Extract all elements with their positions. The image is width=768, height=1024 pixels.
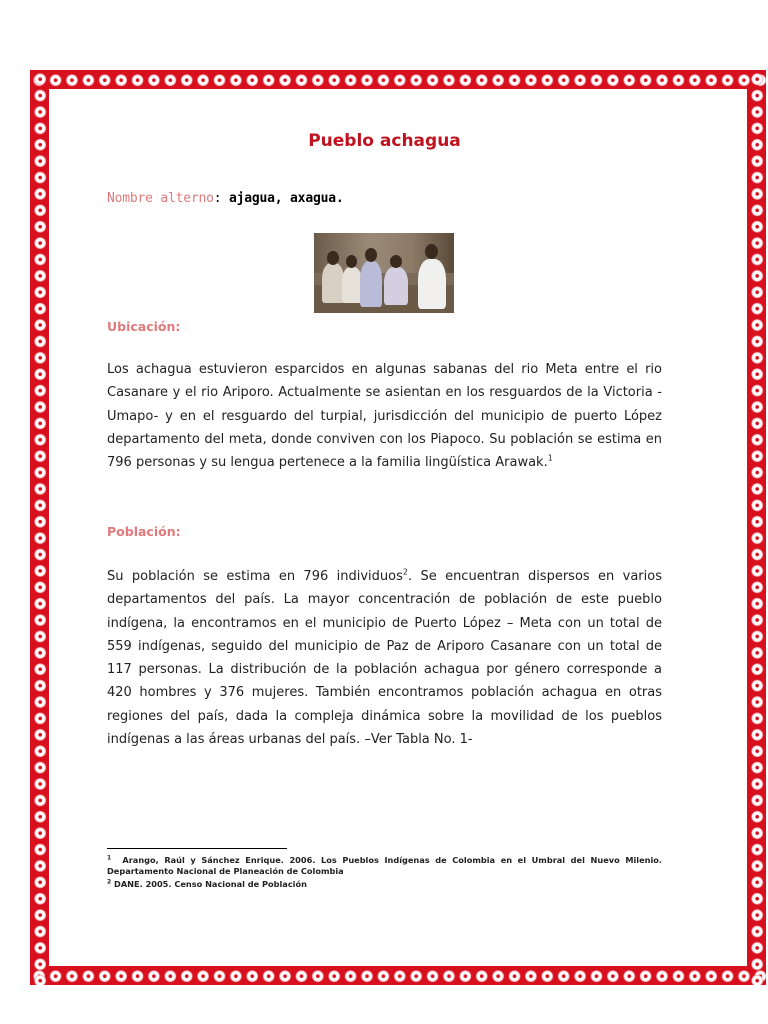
footnote-ref-1[interactable]: 1 — [547, 453, 553, 463]
footnote-divider — [107, 848, 287, 849]
footnote-ref-2[interactable]: 2 — [402, 567, 408, 577]
group-photo — [314, 233, 454, 313]
heading-ubicacion: Ubicación: — [107, 319, 181, 334]
paragraph-poblacion-text-2: . Se encuentran dispersos en varios departamentos del país. La mayor concentración de población de este pueblo indígena, la encontramos en el municipio de Puerto López – Meta con un total de 559 indígenas, seguido del municipio de Paz de Ariporo Casanare con un total de 117 personas. La distribución de la población achagua por género corresponde a 420 hombres y 376 mujeres. También encontramos población achagua en otras regiones del país, dada la compleja dinámica sobre la movilidad de los pueblos indígenas a las áreas urbanas del país. –Ver Tabla No. 1- — [107, 569, 662, 748]
paragraph-poblacion — [107, 565, 662, 751]
paragraph-poblacion-text-1: Su población se estima en 796 individuos — [107, 569, 403, 584]
alternate-name-label: Nombre alterno — [107, 191, 214, 206]
paragraph-ubicacion — [107, 358, 662, 474]
border-right — [747, 70, 766, 985]
footnote-2 — [107, 879, 307, 890]
border-left — [30, 70, 49, 985]
alternate-name-value: ajagua, axagua. — [229, 191, 344, 206]
footnote-1 — [107, 855, 662, 877]
footnote-2-number: 2 — [107, 878, 112, 886]
heading-poblacion: Población: — [107, 524, 181, 539]
page-title: Pueblo achagua — [308, 131, 461, 151]
paragraph-ubicacion-text: Los achagua estuvieron esparcidos en algunas sabanas del rio Meta entre el rio Casanare y el rio Ariporo. Actualmente se asientan en los resguardos de la Victoria -Umapo- y en el resguardo del turpial, jurisdicción del municipio de puerto López departamento del meta, donde conviven con los Piapoco. Su población se estima en 796 personas y su lengua pertenece a la familia lingüística Arawak. — [107, 362, 662, 471]
alternate-name-separator: : — [213, 191, 230, 206]
footnote-1-text: Arango, Raúl y Sánchez Enrique. 2006. Los Pueblos Indígenas de Colombia en el Umbral del Nuevo Milenio. Departamento Nacional de Planeación de Colombia — [107, 855, 663, 876]
footnote-2-text: DANE. 2005. Censo Nacional de Población — [114, 879, 307, 889]
alternate-name — [107, 191, 343, 206]
footnote-1-number: 1 — [107, 854, 112, 862]
border-bottom — [30, 966, 766, 985]
border-top — [30, 70, 766, 89]
